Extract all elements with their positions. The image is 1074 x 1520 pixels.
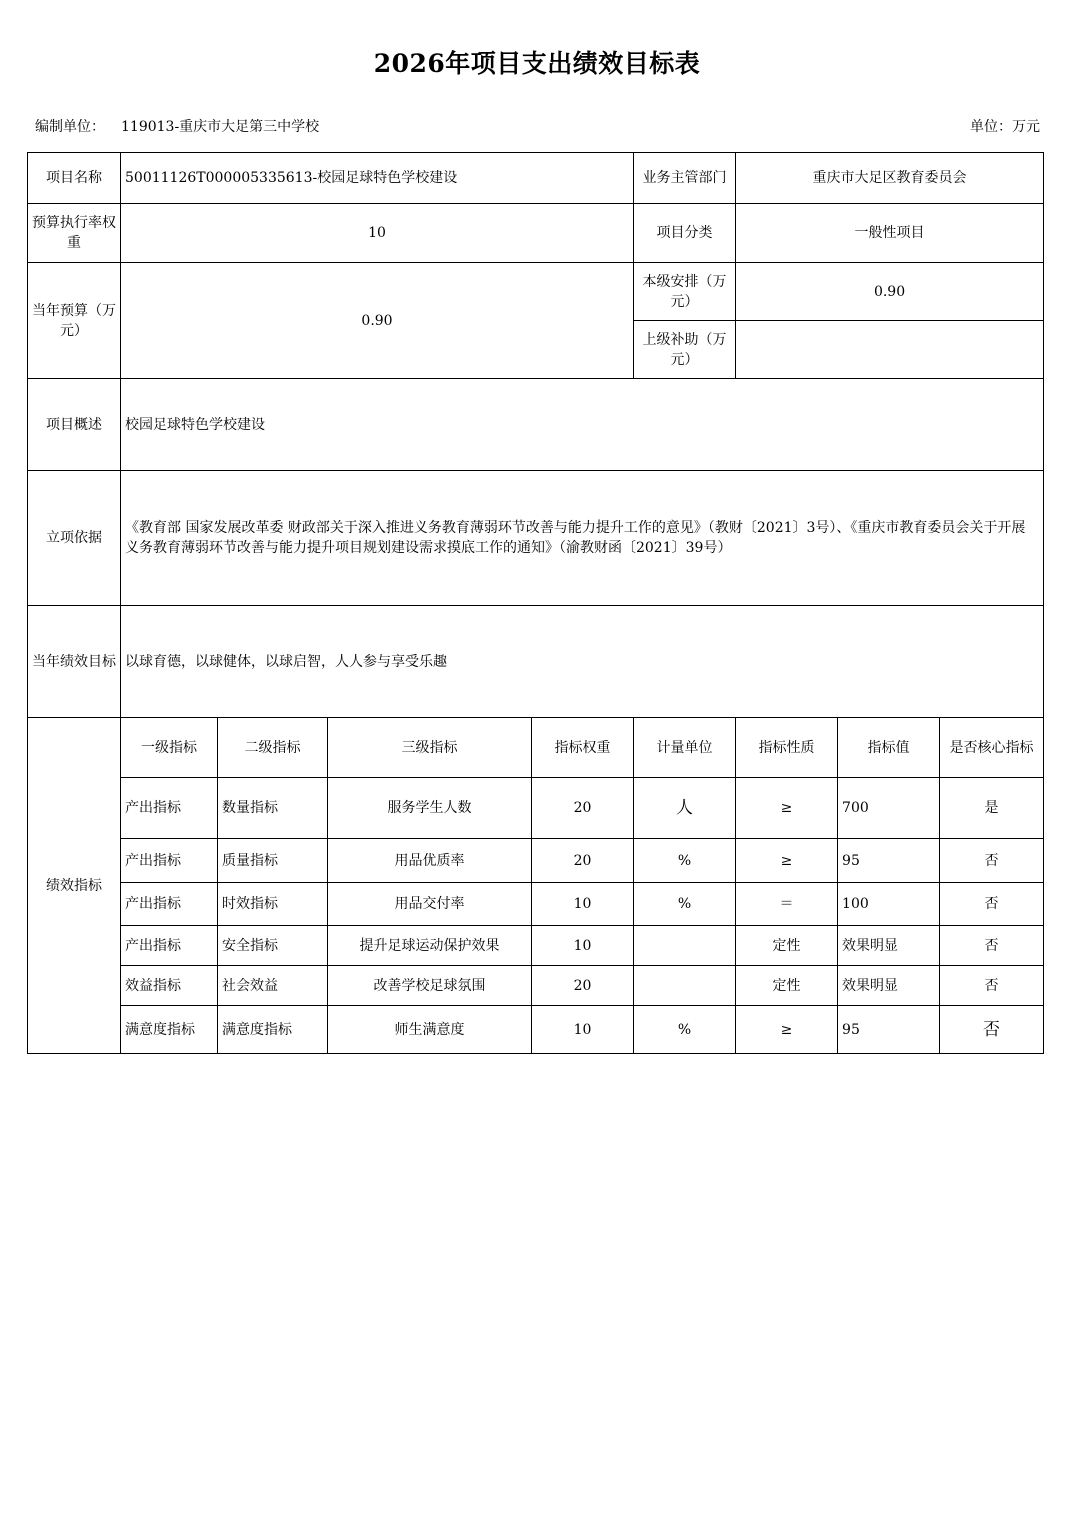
compiling-unit [35,116,319,136]
category-label: 项目分类 [634,204,736,263]
indicator-unit: 人 [634,778,736,839]
header-level2: 二级指标 [218,718,328,778]
overview-value: 校园足球特色学校建设 [121,379,1044,471]
indicator-row [28,778,1044,839]
header-weight: 指标权重 [532,718,634,778]
indicator-nature: ≥ [736,1006,838,1054]
budget-label: 当年预算（万元） [28,263,121,379]
indicator-core: 否 [940,1006,1044,1054]
indicator-level2: 时效指标 [218,883,328,926]
goal-label: 当年绩效目标 [28,606,121,718]
project-name-label: 项目名称 [28,153,121,204]
indicator-level1: 效益指标 [121,966,218,1006]
indicator-value: 效果明显 [838,966,940,1006]
project-name-value: 50011126T000005335613-校园足球特色学校建设 [121,153,634,204]
header-nature: 指标性质 [736,718,838,778]
indicator-weight: 10 [532,1006,634,1054]
indicator-unit: % [634,1006,736,1054]
indicator-core: 否 [940,966,1044,1006]
row-project-name [28,153,1044,204]
indicator-nature: ≥ [736,778,838,839]
indicator-value: 700 [838,778,940,839]
indicator-unit [634,926,736,966]
indicator-level1: 产出指标 [121,839,218,883]
indicator-value: 100 [838,883,940,926]
indicators-section-label: 绩效指标 [28,718,121,1054]
indicator-core: 否 [940,926,1044,966]
indicator-value: 95 [838,1006,940,1054]
header-unit: 计量单位 [634,718,736,778]
category-value: 一般性项目 [736,204,1044,263]
indicator-unit: % [634,839,736,883]
local-label: 本级安排（万元） [634,263,736,321]
indicator-level3: 服务学生人数 [328,778,532,839]
indicator-level3: 师生满意度 [328,1006,532,1054]
dept-label: 业务主管部门 [634,153,736,204]
row-overview [28,379,1044,471]
indicator-level2: 安全指标 [218,926,328,966]
indicator-level1: 产出指标 [121,778,218,839]
indicator-unit: % [634,883,736,926]
indicator-header-row [28,718,1044,778]
indicator-row [28,966,1044,1006]
superior-label: 上级补助（万元） [634,321,736,379]
indicator-row [28,926,1044,966]
header-value: 指标值 [838,718,940,778]
indicator-weight: 20 [532,778,634,839]
basis-label: 立项依据 [28,471,121,606]
compiling-unit-label: 编制单位： [35,119,105,135]
performance-table [27,152,1044,1054]
indicator-weight: 20 [532,839,634,883]
indicator-nature: 定性 [736,926,838,966]
indicator-level1: 产出指标 [121,926,218,966]
compiling-unit-value: 119013-重庆市大足第三中学校 [121,119,320,135]
row-goal [28,606,1044,718]
indicator-weight: 10 [532,883,634,926]
indicator-level3: 用品优质率 [328,839,532,883]
superior-value [736,321,1044,379]
indicator-level3: 用品交付率 [328,883,532,926]
indicator-core: 是 [940,778,1044,839]
indicator-level2: 满意度指标 [218,1006,328,1054]
indicator-weight: 20 [532,966,634,1006]
currency-unit: 单位：万元 [970,119,1040,135]
indicator-level3: 提升足球运动保护效果 [328,926,532,966]
row-exec-rate [28,204,1044,263]
indicator-row [28,1006,1044,1054]
row-basis [28,471,1044,606]
indicator-weight: 10 [532,926,634,966]
goal-value: 以球育德，以球健体，以球启智，人人参与享受乐趣 [121,606,1044,718]
row-budget-local [28,263,1044,321]
exec-rate-value: 10 [121,204,634,263]
indicator-core: 否 [940,883,1044,926]
basis-value: 《教育部 国家发展改革委 财政部关于深入推进义务教育薄弱环节改善与能力提升工作的意见》（教财〔2021〕3号）、《重庆市教育委员会关于开展义务教育薄弱环节改善与能力提升项目规划建设需求摸底工作的通知》（渝教财函〔2021〕39号） [121,471,1044,606]
overview-label: 项目概述 [28,379,121,471]
indicator-level2: 质量指标 [218,839,328,883]
indicator-level1: 满意度指标 [121,1006,218,1054]
indicator-nature: ≥ [736,839,838,883]
exec-rate-label: 预算执行率权重 [28,204,121,263]
indicator-value: 效果明显 [838,926,940,966]
indicator-level3: 改善学校足球氛围 [328,966,532,1006]
budget-value: 0.90 [121,263,634,379]
indicator-row [28,883,1044,926]
indicator-row [28,839,1044,883]
indicator-unit [634,966,736,1006]
indicator-value: 95 [838,839,940,883]
indicator-level2: 社会效益 [218,966,328,1006]
page-title: 2026年项目支出绩效目标表 [373,49,701,78]
indicator-core: 否 [940,839,1044,883]
indicator-level2: 数量指标 [218,778,328,839]
indicator-level1: 产出指标 [121,883,218,926]
indicator-nature: ＝ [736,883,838,926]
indicator-nature: 定性 [736,966,838,1006]
dept-value: 重庆市大足区教育委员会 [736,153,1044,204]
header-level3: 三级指标 [328,718,532,778]
header-level1: 一级指标 [121,718,218,778]
local-value: 0.90 [736,263,1044,321]
header-core: 是否核心指标 [940,718,1044,778]
